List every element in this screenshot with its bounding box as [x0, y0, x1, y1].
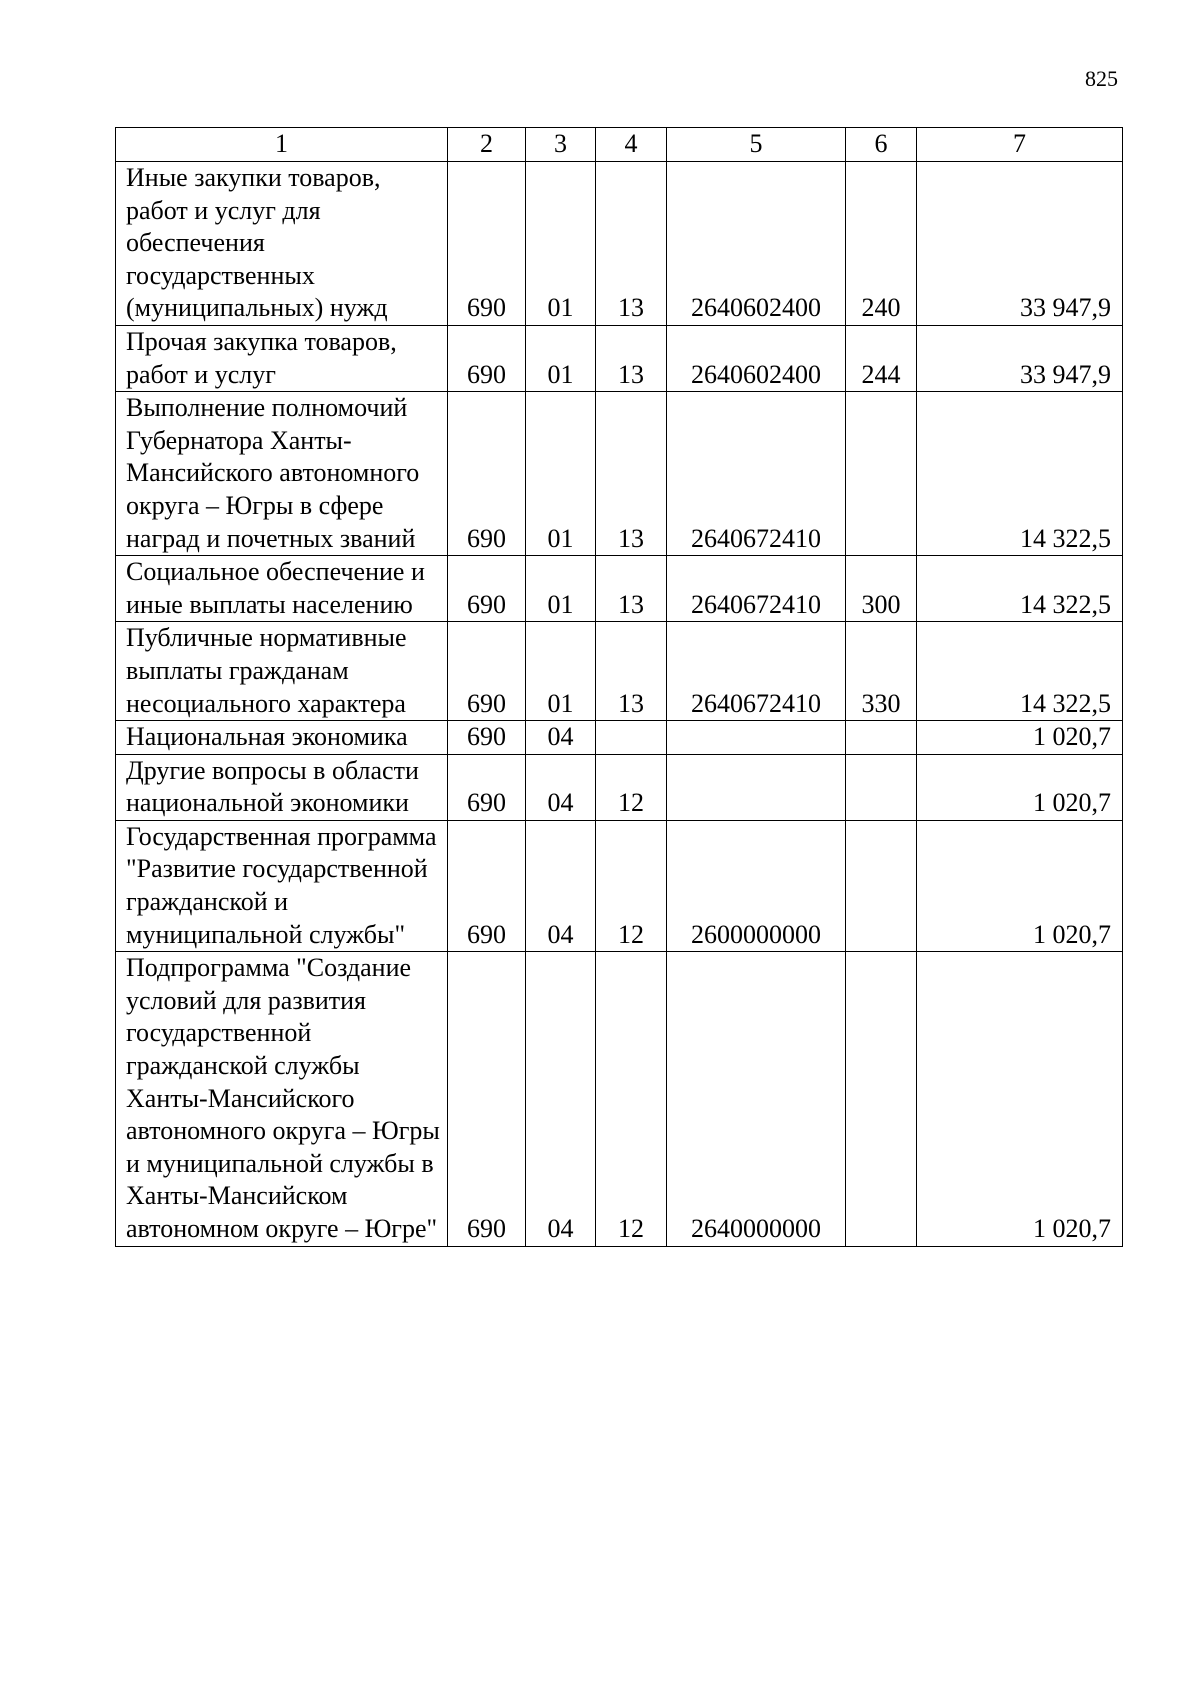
cell-expense-type [846, 392, 917, 556]
table-row [116, 162, 1123, 326]
column-header: 3 [526, 128, 596, 162]
cell-subsection-code: 13 [596, 392, 667, 556]
column-header: 5 [667, 128, 846, 162]
cell-subsection-code: 12 [596, 820, 667, 951]
column-header: 6 [846, 128, 917, 162]
table-row [116, 556, 1123, 622]
cell-amount: 1 020,7 [917, 952, 1123, 1246]
cell-section-code: 01 [526, 392, 596, 556]
column-header: 7 [917, 128, 1123, 162]
cell-ministry-code: 690 [448, 162, 526, 326]
cell-ministry-code: 690 [448, 392, 526, 556]
cell-target-article: 2640602400 [667, 162, 846, 326]
row-name: Публичные нормативные выплаты гражданам несоциального характера [116, 622, 448, 721]
page-number: 825 [1085, 66, 1118, 91]
cell-subsection-code: 13 [596, 556, 667, 622]
cell-amount: 33 947,9 [917, 325, 1123, 391]
cell-expense-type [846, 721, 917, 755]
cell-target-article: 2640000000 [667, 952, 846, 1246]
cell-amount: 14 322,5 [917, 556, 1123, 622]
column-header: 1 [116, 128, 448, 162]
cell-section-code: 04 [526, 721, 596, 755]
cell-amount: 33 947,9 [917, 162, 1123, 326]
cell-amount: 14 322,5 [917, 392, 1123, 556]
cell-subsection-code [596, 721, 667, 755]
row-name: Другие вопросы в области национальной экономики [116, 754, 448, 820]
column-header: 2 [448, 128, 526, 162]
cell-amount: 1 020,7 [917, 721, 1123, 755]
row-name: Иные закупки товаров, работ и услуг для обеспечения государственных (муниципальных) нужд [116, 162, 448, 326]
cell-section-code: 01 [526, 556, 596, 622]
cell-ministry-code: 690 [448, 556, 526, 622]
row-name: Государственная программа "Развитие государственной гражданской и муниципальной службы" [116, 820, 448, 951]
cell-expense-type: 330 [846, 622, 917, 721]
table-row [116, 754, 1123, 820]
cell-subsection-code: 13 [596, 325, 667, 391]
cell-target-article: 2600000000 [667, 820, 846, 951]
cell-ministry-code: 690 [448, 721, 526, 755]
cell-subsection-code: 12 [596, 952, 667, 1246]
cell-amount: 14 322,5 [917, 622, 1123, 721]
cell-ministry-code: 690 [448, 820, 526, 951]
cell-section-code: 04 [526, 820, 596, 951]
table-row [116, 325, 1123, 391]
table-row [116, 820, 1123, 951]
cell-expense-type [846, 952, 917, 1246]
cell-target-article: 2640672410 [667, 622, 846, 721]
cell-expense-type [846, 820, 917, 951]
cell-amount: 1 020,7 [917, 820, 1123, 951]
table-row [116, 392, 1123, 556]
cell-section-code: 04 [526, 952, 596, 1246]
cell-target-article [667, 754, 846, 820]
cell-section-code: 04 [526, 754, 596, 820]
row-name: Прочая закупка товаров, работ и услуг [116, 325, 448, 391]
table-row [116, 952, 1123, 1246]
cell-amount: 1 020,7 [917, 754, 1123, 820]
cell-ministry-code: 690 [448, 325, 526, 391]
cell-expense-type: 244 [846, 325, 917, 391]
cell-target-article [667, 721, 846, 755]
row-name: Выполнение полномочий Губернатора Ханты-Мансийского автономного округа – Югры в сфере наград и почетных званий [116, 392, 448, 556]
column-header: 4 [596, 128, 667, 162]
cell-expense-type [846, 754, 917, 820]
budget-table [115, 127, 1123, 1247]
table-row [116, 721, 1123, 755]
table-header-row [116, 128, 1123, 162]
cell-ministry-code: 690 [448, 622, 526, 721]
cell-target-article: 2640602400 [667, 325, 846, 391]
cell-expense-type: 240 [846, 162, 917, 326]
cell-section-code: 01 [526, 325, 596, 391]
row-name: Социальное обеспечение и иные выплаты населению [116, 556, 448, 622]
cell-subsection-code: 12 [596, 754, 667, 820]
cell-target-article: 2640672410 [667, 392, 846, 556]
row-name: Подпрограмма "Создание условий для развития государственной гражданской службы Ханты-Мансийского автономного округа – Югры и муниципальной службы в Ханты-Мансийском автономном округе – Югре" [116, 952, 448, 1246]
cell-section-code: 01 [526, 622, 596, 721]
row-name: Национальная экономика [116, 721, 448, 755]
cell-subsection-code: 13 [596, 622, 667, 721]
cell-subsection-code: 13 [596, 162, 667, 326]
cell-ministry-code: 690 [448, 952, 526, 1246]
cell-target-article: 2640672410 [667, 556, 846, 622]
cell-section-code: 01 [526, 162, 596, 326]
cell-ministry-code: 690 [448, 754, 526, 820]
table-row [116, 622, 1123, 721]
cell-expense-type: 300 [846, 556, 917, 622]
